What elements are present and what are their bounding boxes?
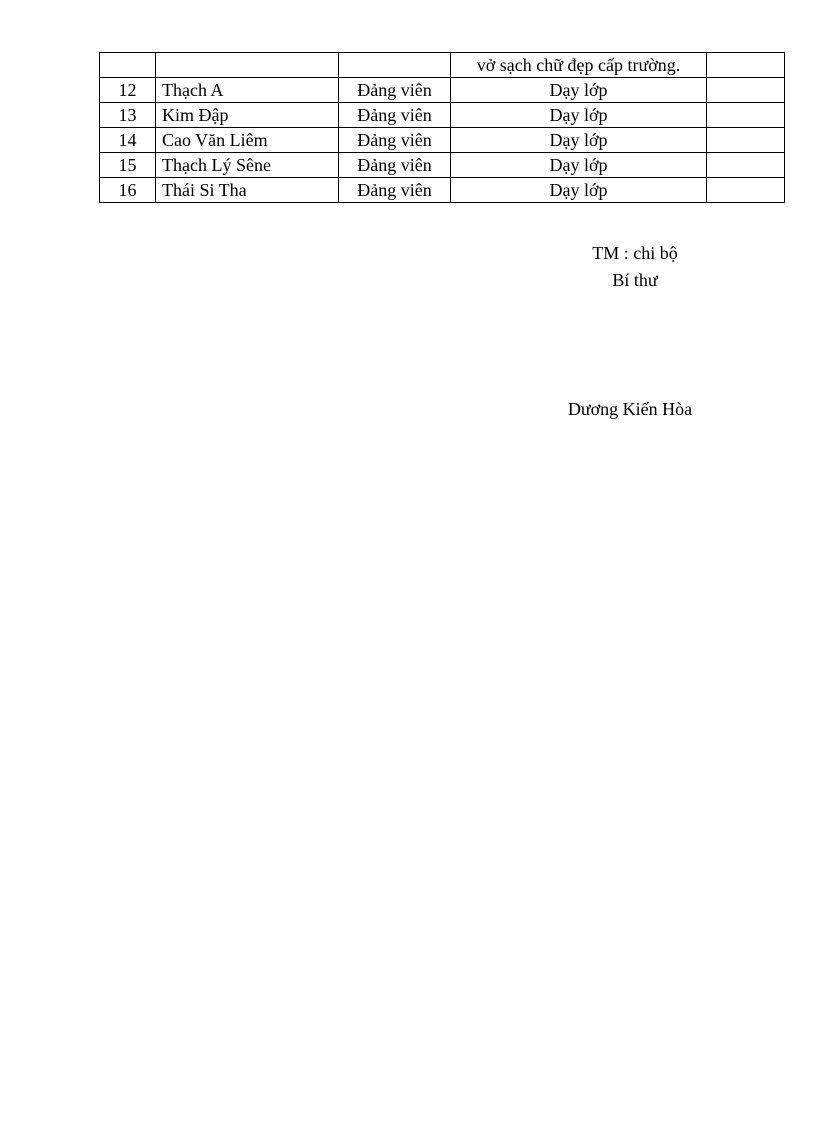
row-number: 13 bbox=[100, 103, 156, 128]
member-table bbox=[99, 52, 785, 203]
member-role: Đảng viên bbox=[339, 78, 451, 103]
member-name: Thạch A bbox=[156, 78, 339, 103]
row-number: 14 bbox=[100, 128, 156, 153]
member-role: Đảng viên bbox=[339, 128, 451, 153]
member-task: Dạy lớp bbox=[451, 153, 707, 178]
table-row bbox=[100, 103, 785, 128]
row-number: 15 bbox=[100, 153, 156, 178]
member-note bbox=[707, 53, 785, 78]
member-task: Dạy lớp bbox=[451, 178, 707, 203]
member-task: vở sạch chữ đẹp cấp trường. bbox=[451, 53, 707, 78]
member-note bbox=[707, 103, 785, 128]
member-name: Thạch Lý Sêne bbox=[156, 153, 339, 178]
table-row bbox=[100, 53, 785, 78]
member-note bbox=[707, 78, 785, 103]
member-task: Dạy lớp bbox=[451, 103, 707, 128]
member-note bbox=[707, 153, 785, 178]
member-note bbox=[707, 178, 785, 203]
member-role bbox=[339, 53, 451, 78]
table-row bbox=[100, 128, 785, 153]
member-role: Đảng viên bbox=[339, 153, 451, 178]
member-name: Cao Văn Liêm bbox=[156, 128, 339, 153]
row-number: 12 bbox=[100, 78, 156, 103]
member-name: Thái Si Tha bbox=[156, 178, 339, 203]
member-task: Dạy lớp bbox=[451, 78, 707, 103]
table-row bbox=[100, 78, 785, 103]
row-number bbox=[100, 53, 156, 78]
signature-on-behalf: TM : chi bộ bbox=[592, 243, 678, 263]
member-task: Dạy lớp bbox=[451, 128, 707, 153]
row-number: 16 bbox=[100, 178, 156, 203]
signature-role: Bí thư bbox=[612, 270, 658, 290]
member-role: Đảng viên bbox=[339, 103, 451, 128]
table-row bbox=[100, 153, 785, 178]
member-role: Đảng viên bbox=[339, 178, 451, 203]
signature-name: Dương Kiến Hòa bbox=[567, 399, 693, 419]
member-name bbox=[156, 53, 339, 78]
member-note bbox=[707, 128, 785, 153]
table-row bbox=[100, 178, 785, 203]
member-name: Kim Đập bbox=[156, 103, 339, 128]
